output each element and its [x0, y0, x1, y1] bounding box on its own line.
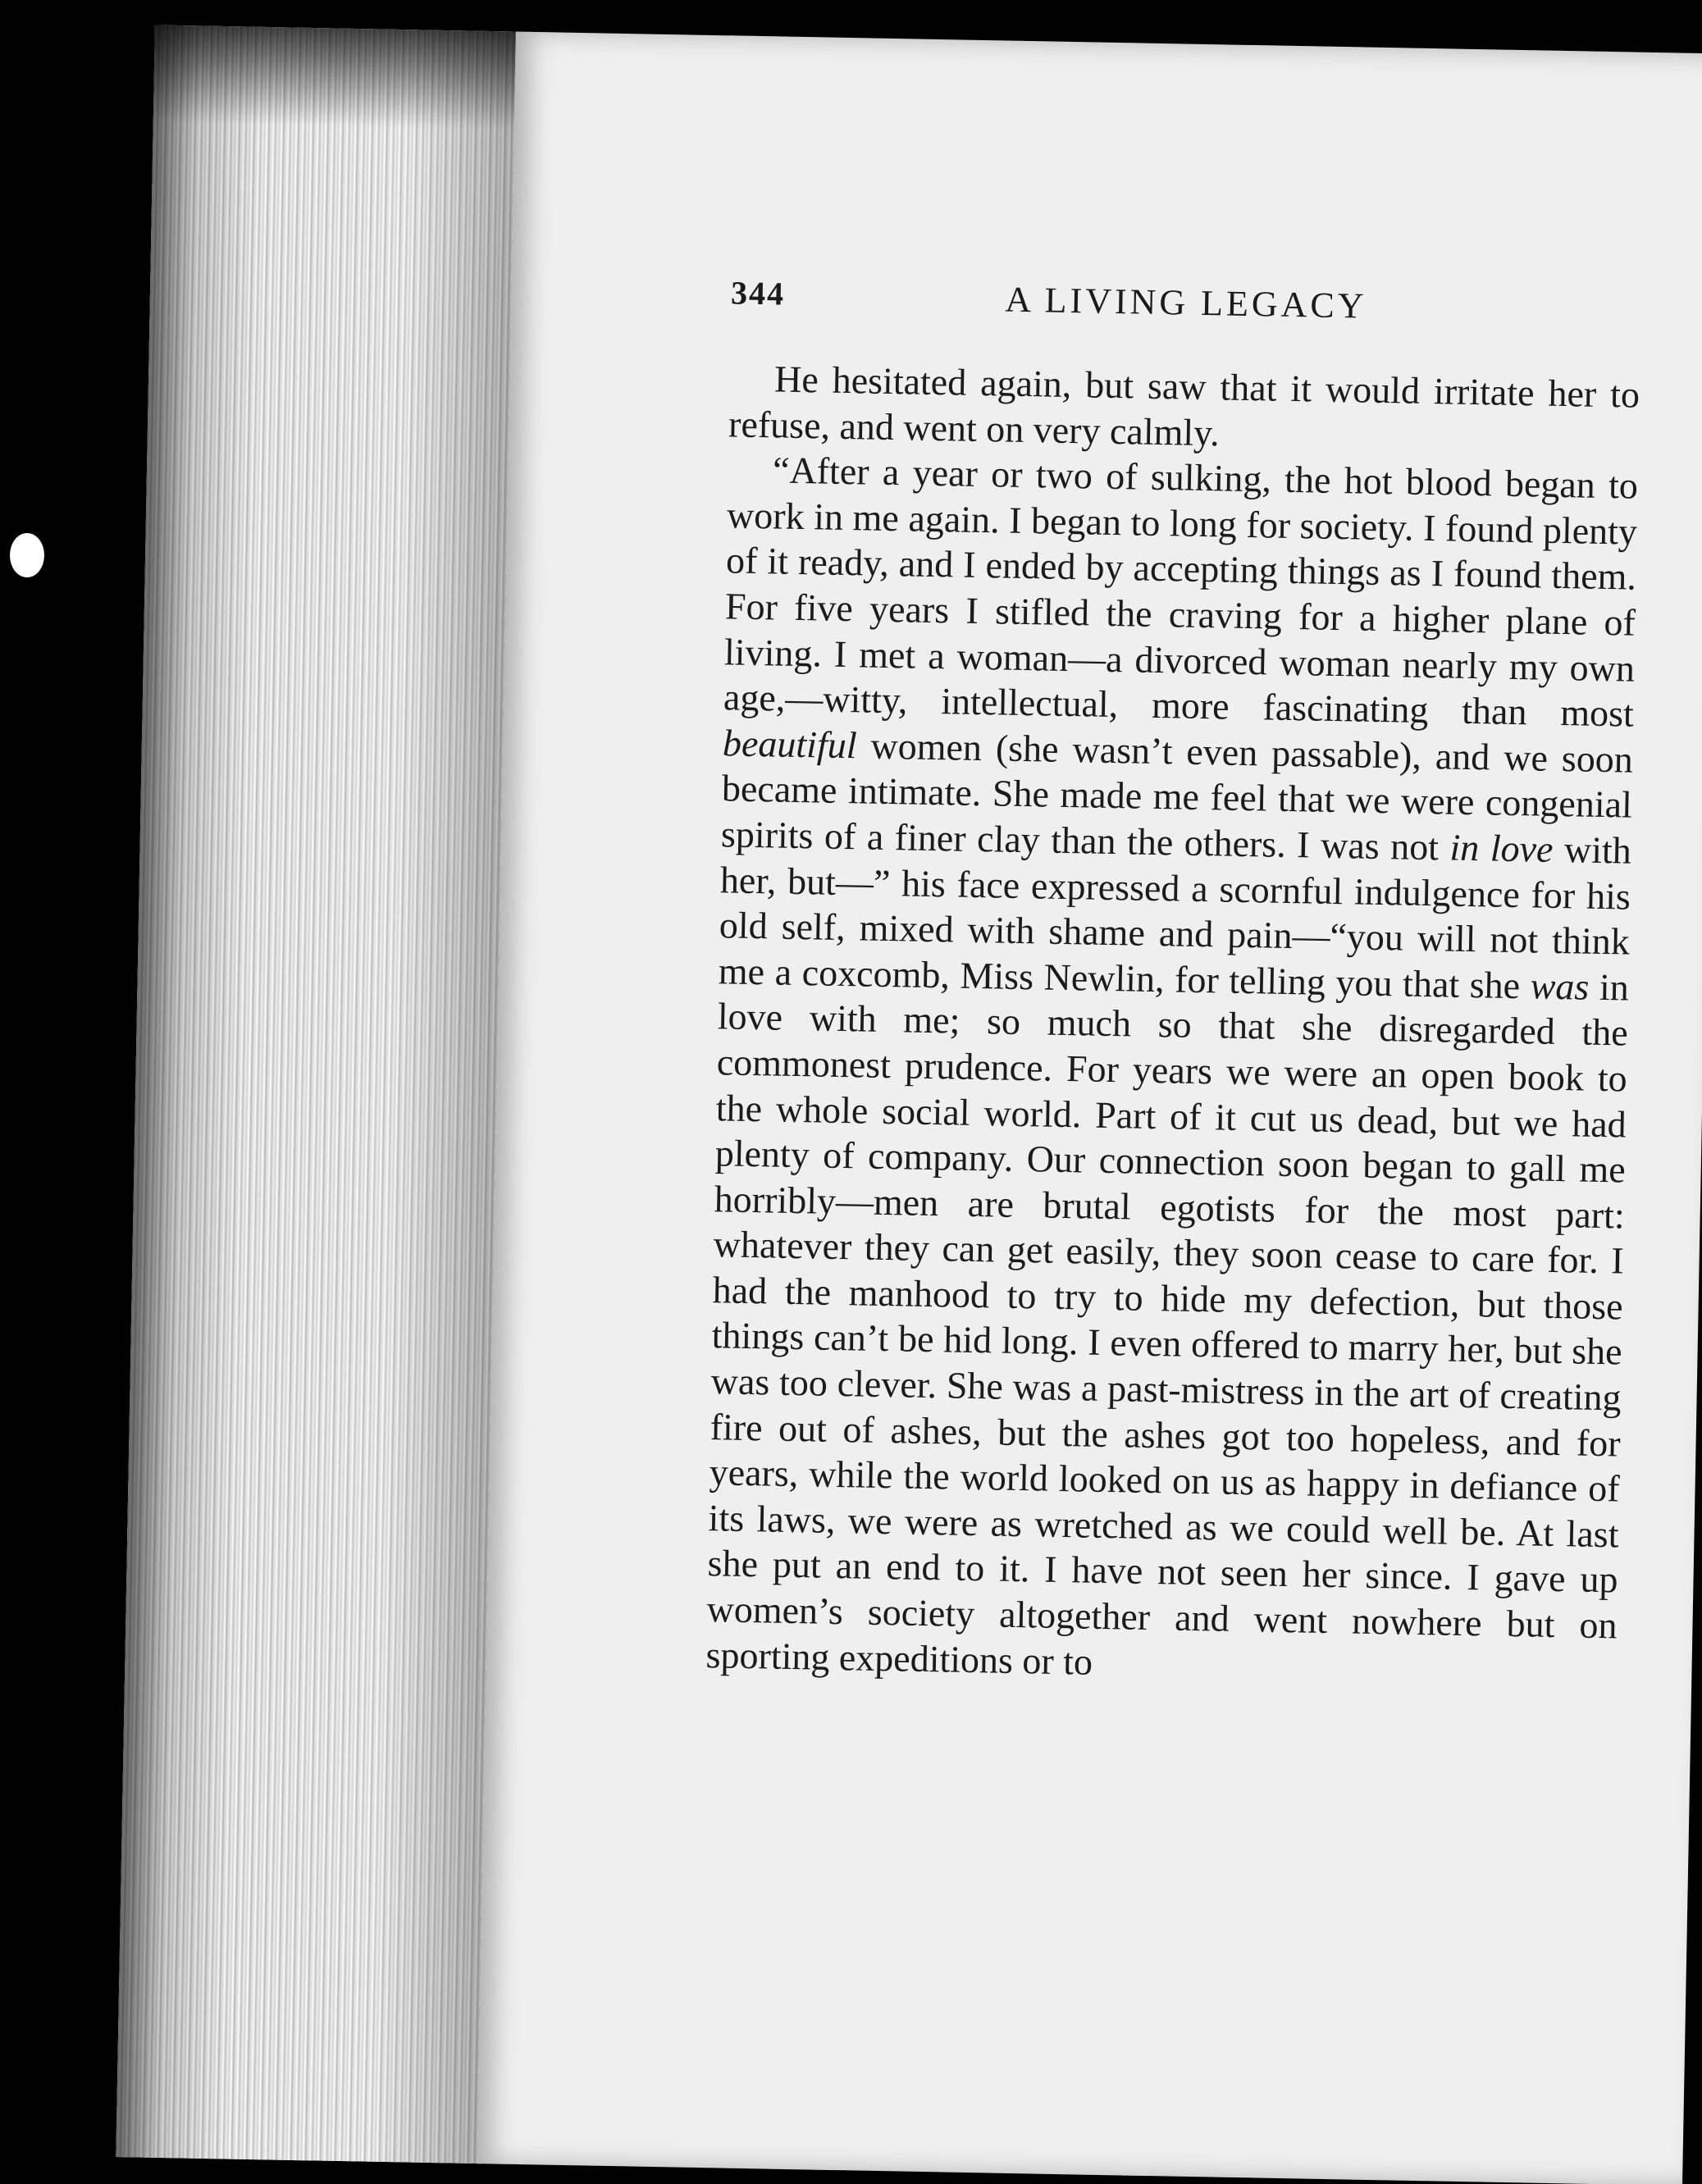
- body-text: [705, 355, 1640, 1694]
- open-book: [38, 24, 1702, 2184]
- paragraph: [705, 447, 1638, 1694]
- italic-text: was: [1530, 964, 1590, 1008]
- text-run: women (she wasn’t even passable), and we soon became intimate. She made me feel that we were congenial spirits of a finer clay than the others. I was not: [720, 724, 1634, 869]
- text-run: with her, but—” his face expressed a scornful indulgence for his old self, mixed with shame and pain—“you will not think me a coxcomb, Miss Newlin, for telling you that she: [718, 828, 1632, 1007]
- page-edge-strip: [116, 25, 520, 2163]
- page-number: 344: [730, 274, 786, 312]
- running-head: [730, 273, 1641, 347]
- paragraph: He hesitated again, but saw that it would irritate her to refuse, and went on very calmly.: [728, 358, 1640, 454]
- text-run: “After a year or two of sulking, the hot blood began to work in me again. I began to long for society. I found plenty of it ready, and I ended by accepting things as I found them. For five years I stifled the craving for a higher plane of living. I met a woman—a divorced woman nearly my own age,—witty, intellectual, more fascinating than most: [723, 449, 1639, 735]
- book-page: [477, 32, 1702, 2184]
- italic-text: beautiful: [722, 722, 858, 767]
- text-run: in love with me; so much so that she disregarded the commonest prudence. For years we were an open book to the whole social world. Part of it cut us dead, but we had plenty of company. Our connection soon began to gall me horribly—men are brutal egotists for the most part: whatever they can get easily, they soon cease to care for. I had the manhood to try to hide my defection, but those things can’t be hid long. I even offered to marry her, but she was too clever. She was a past-mistress in the art of creating fire out of ashes, but the ashes got too hopeless, and for years, while the world looked on us as happy in defiance of its laws, we were as wretched as we could well be. At last she put an end to it. I have not seen her since. I gave up women’s society altogether and went nowhere but on sporting expeditions or to: [705, 965, 1630, 1683]
- scan-artifact: [10, 533, 44, 577]
- page-content: [705, 273, 1641, 1694]
- italic-text: in love: [1449, 826, 1554, 870]
- running-title: A LIVING LEGACY: [1004, 279, 1368, 326]
